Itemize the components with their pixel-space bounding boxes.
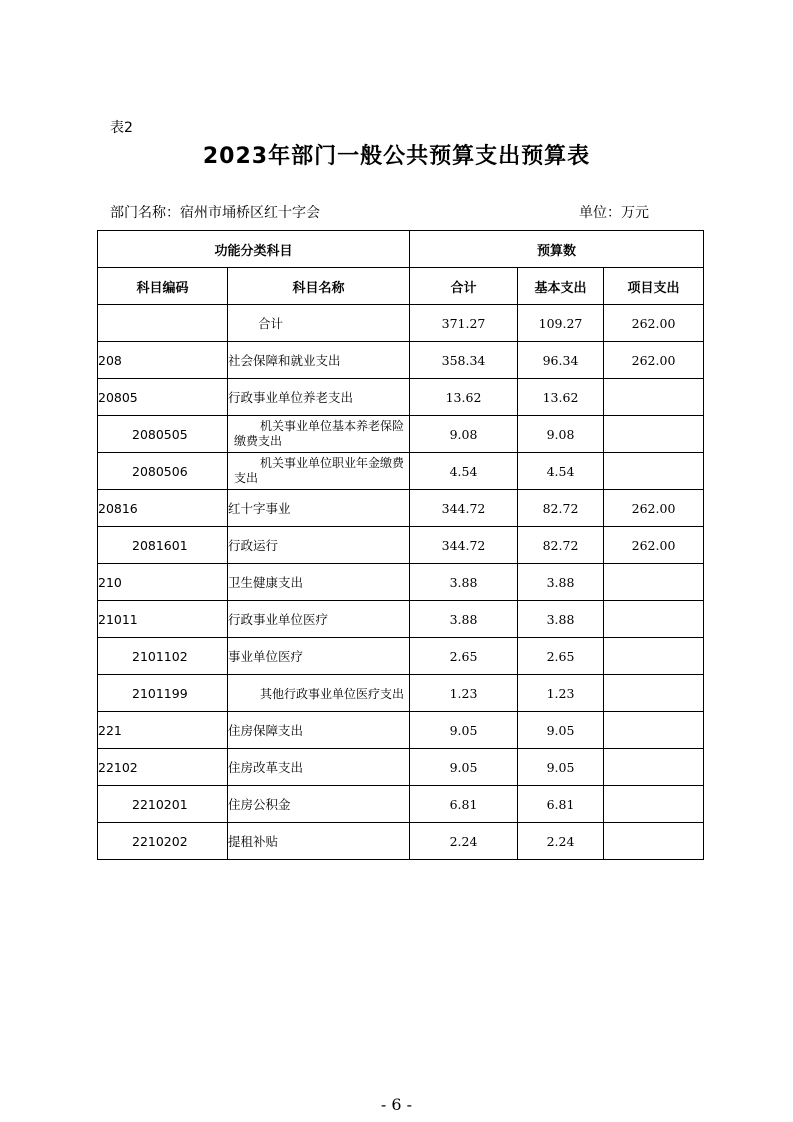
cell-basic: 9.05: [518, 749, 604, 786]
cell-total: 1.23: [410, 675, 518, 712]
cell-total: 371.27: [410, 305, 518, 342]
cell-basic: 3.88: [518, 601, 604, 638]
cell-project: 262.00: [604, 527, 704, 564]
cell-total: 358.34: [410, 342, 518, 379]
header-budget-amount: 预算数: [410, 231, 704, 268]
table-row: [98, 342, 704, 379]
header-total: 合计: [410, 268, 518, 305]
cell-code: 221: [98, 712, 228, 749]
header-project: 项目支出: [604, 268, 704, 305]
cell-name: 红十字事业: [228, 490, 410, 527]
cell-basic: 96.34: [518, 342, 604, 379]
header-column-row: [98, 268, 704, 305]
cell-project: [604, 749, 704, 786]
table-row: [98, 564, 704, 601]
page-number: - 6 -: [380, 1095, 413, 1114]
cell-code: 2080505: [98, 416, 228, 453]
cell-code: 2101199: [98, 675, 228, 712]
cell-code: 20816: [98, 490, 228, 527]
cell-total: 3.88: [410, 564, 518, 601]
cell-name: 行政事业单位养老支出: [228, 379, 410, 416]
cell-code: 21011: [98, 601, 228, 638]
cell-total: 9.05: [410, 712, 518, 749]
cell-basic: 109.27: [518, 305, 604, 342]
cell-name-line2: 支出: [234, 471, 259, 485]
header-group-row: [98, 231, 704, 268]
cell-name: 行政运行: [228, 527, 410, 564]
cell-code: 210: [98, 564, 228, 601]
cell-project: [604, 453, 704, 490]
cell-name: 社会保障和就业支出: [228, 342, 410, 379]
cell-project: [604, 601, 704, 638]
cell-total: 9.08: [410, 416, 518, 453]
cell-project: 262.00: [604, 342, 704, 379]
cell-total: 9.05: [410, 749, 518, 786]
cell-total: 344.72: [410, 490, 518, 527]
cell-project: [604, 416, 704, 453]
cell-project: [604, 379, 704, 416]
cell-name-line1: 机关事业单位职业年金缴费: [260, 456, 405, 470]
cell-name-line1: 机关事业单位基本养老保险: [260, 419, 405, 433]
document-title: 2023年部门一般公共预算支出预算表: [202, 144, 591, 169]
cell-total: 2.65: [410, 638, 518, 675]
cell-basic: 3.88: [518, 564, 604, 601]
cell-name: 行政事业单位医疗: [228, 601, 410, 638]
table-row: [98, 749, 704, 786]
cell-basic: 9.08: [518, 416, 604, 453]
cell-total: 344.72: [410, 527, 518, 564]
table-row: [98, 490, 704, 527]
budget-table: [97, 230, 704, 860]
table-row: [98, 786, 704, 823]
cell-code: 208: [98, 342, 228, 379]
cell-project: [604, 638, 704, 675]
cell-total: 3.88: [410, 601, 518, 638]
table-row: [98, 601, 704, 638]
table-row: [98, 823, 704, 860]
cell-basic: 2.65: [518, 638, 604, 675]
cell-name: 卫生健康支出: [228, 564, 410, 601]
table-row: [98, 712, 704, 749]
cell-project: [604, 786, 704, 823]
cell-code: 22102: [98, 749, 228, 786]
cell-basic: 82.72: [518, 490, 604, 527]
cell-project: [604, 675, 704, 712]
cell-name: 住房公积金: [228, 786, 410, 823]
department-name: 部门名称：宿州市埇桥区红十字会: [110, 205, 320, 221]
cell-project: [604, 564, 704, 601]
cell-basic: 6.81: [518, 786, 604, 823]
cell-code: 20805: [98, 379, 228, 416]
cell-basic: 13.62: [518, 379, 604, 416]
cell-name: 其他行政事业单位医疗支出: [228, 675, 410, 712]
table-number-label: 表2: [110, 120, 133, 136]
cell-project: 262.00: [604, 490, 704, 527]
cell-total: 4.54: [410, 453, 518, 490]
unit-label: 单位：万元: [579, 205, 649, 221]
cell-code: 2080506: [98, 453, 228, 490]
header-basic: 基本支出: [518, 268, 604, 305]
cell-code: 2081601: [98, 527, 228, 564]
cell-project: [604, 712, 704, 749]
cell-basic: 1.23: [518, 675, 604, 712]
table-row: [98, 453, 704, 490]
cell-basic: 2.24: [518, 823, 604, 860]
cell-total: 13.62: [410, 379, 518, 416]
cell-name-line2: 缴费支出: [234, 434, 283, 448]
table-row: [98, 675, 704, 712]
cell-code: 2210201: [98, 786, 228, 823]
header-name: 科目名称: [228, 268, 410, 305]
cell-name: 住房改革支出: [228, 749, 410, 786]
header-code: 科目编码: [98, 268, 228, 305]
cell-name: [228, 453, 410, 490]
cell-total: 6.81: [410, 786, 518, 823]
cell-code: 2210202: [98, 823, 228, 860]
cell-basic: 4.54: [518, 453, 604, 490]
cell-code: 2101102: [98, 638, 228, 675]
table-row: [98, 305, 704, 342]
cell-name: [228, 416, 410, 453]
cell-name: 提租补贴: [228, 823, 410, 860]
cell-name: 合计: [228, 305, 410, 342]
cell-total: 2.24: [410, 823, 518, 860]
cell-project: [604, 823, 704, 860]
header-functional-classification: 功能分类科目: [98, 231, 410, 268]
cell-code: [98, 305, 228, 342]
cell-name: 住房保障支出: [228, 712, 410, 749]
table-row: [98, 527, 704, 564]
table-row: [98, 416, 704, 453]
table-row: [98, 638, 704, 675]
cell-project: 262.00: [604, 305, 704, 342]
cell-basic: 9.05: [518, 712, 604, 749]
cell-basic: 82.72: [518, 527, 604, 564]
table-row: [98, 379, 704, 416]
cell-name: 事业单位医疗: [228, 638, 410, 675]
